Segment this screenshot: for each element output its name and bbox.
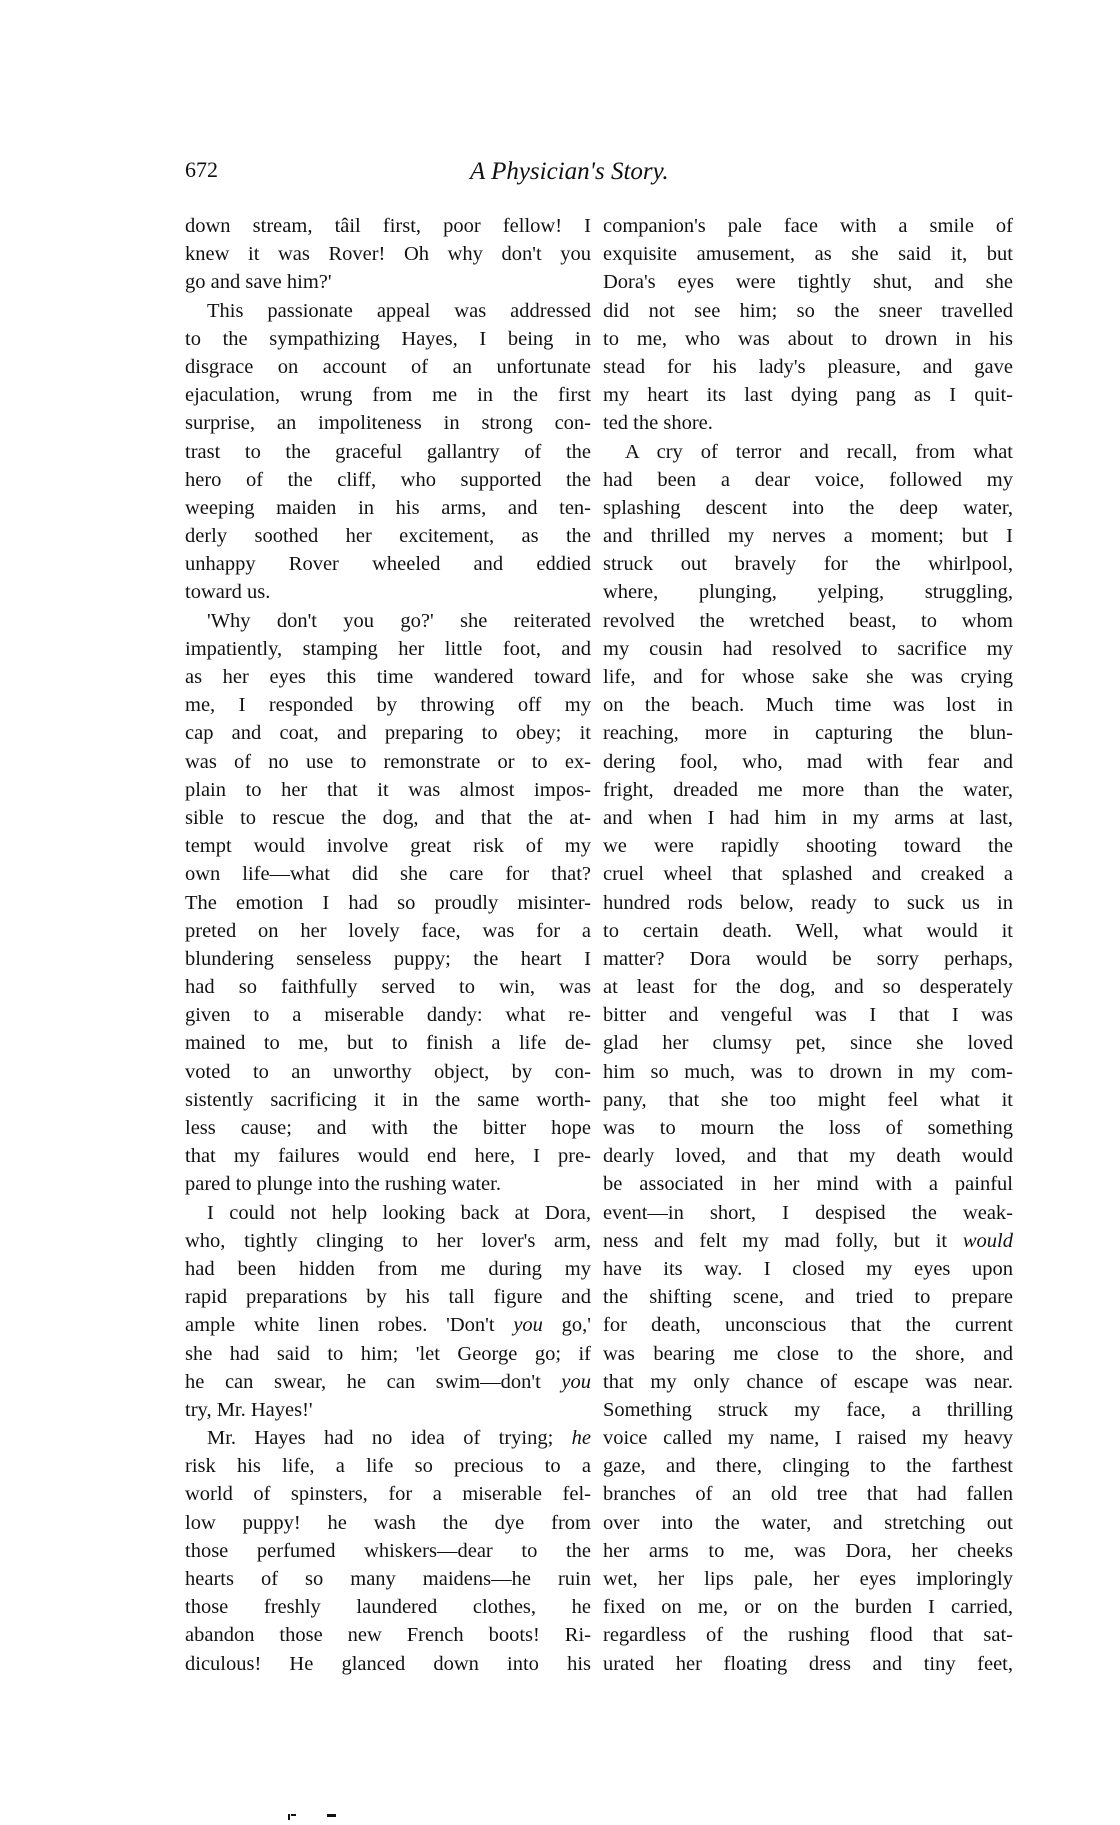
text-line: was bearing me close to the shore, and	[603, 1342, 1013, 1365]
text-line: who, tightly clinging to her lover's arm,	[185, 1229, 591, 1252]
text-line: struck out bravely for the whirlpool,	[603, 553, 1013, 576]
text-line: that my failures would end here, I pre-	[185, 1145, 591, 1168]
text-line: we were rapidly shooting toward the	[603, 835, 1013, 858]
text-line: try, Mr. Hayes!'	[185, 1398, 313, 1421]
text-line: matter? Dora would be sorry perhaps,	[603, 947, 1013, 970]
text-line: abandon those new French boots! Ri-	[185, 1624, 591, 1647]
italic-emphasis: he	[571, 1427, 591, 1450]
text-line: urated her floating dress and tiny feet,	[603, 1652, 1013, 1675]
text-line: exquisite amusement, as she said it, but	[603, 243, 1013, 266]
text-line: reaching, more in capturing the blun-	[603, 722, 1013, 745]
text-line: glad her clumsy pet, since she loved	[603, 1032, 1013, 1055]
text-line: ted the shore.	[603, 412, 713, 435]
text-line: rapid preparations by his tall figure and	[185, 1286, 591, 1309]
text-line: fixed on me, or on the burden I carried,	[603, 1596, 1013, 1619]
text-line: less cause; and with the bitter hope	[185, 1117, 591, 1139]
text-line: her arms to me, was Dora, her cheeks	[603, 1539, 1013, 1562]
text-line: hearts of so many maidens—he ruin	[185, 1568, 591, 1590]
text-line: be associated in her mind with a painful	[603, 1173, 1013, 1196]
text-line: my heart its last dying pang as I quit-	[603, 384, 1013, 407]
text-line: as her eyes this time wandered toward	[185, 666, 591, 688]
text-line: the shifting scene, and tried to prepare	[603, 1286, 1013, 1309]
text-line: Something struck my face, a thrilling	[603, 1398, 1013, 1421]
text-line: knew it was Rover! Oh why don't you	[185, 243, 591, 266]
text-line: me, I responded by throwing off my	[185, 694, 591, 717]
text-line: Dora's eyes were tightly shut, and she	[603, 271, 1013, 294]
text-line: dearly loved, and that my death would	[603, 1145, 1013, 1168]
text-line: sistently sacrificing it in the same worth-	[185, 1088, 591, 1111]
text-line: was of no use to remonstrate or to ex-	[185, 750, 591, 773]
text-line: regardless of the rushing flood that sat-	[603, 1624, 1013, 1647]
italic-emphasis: you	[513, 1314, 543, 1337]
text-line: given to a miserable dandy: what re-	[185, 1004, 591, 1027]
text-line: toward us.	[185, 581, 271, 604]
scan-artifact	[327, 1814, 336, 1817]
italic-emphasis: would	[962, 1229, 1013, 1252]
text-line: those freshly laundered clothes, he	[185, 1596, 591, 1619]
text-line: preted on her lovely face, was for a	[185, 919, 591, 942]
text-line: hero of the cliff, who supported the	[185, 468, 591, 491]
text-line: did not see him; so the sneer travelled	[603, 299, 1013, 322]
text-line: gaze, and there, clinging to the farthest	[603, 1455, 1013, 1478]
text-line: diculous! He glanced down into his	[185, 1652, 591, 1675]
text-line: I could not help looking back at Dora,	[207, 1201, 591, 1224]
text-line: my cousin had resolved to sacrifice my	[603, 637, 1013, 660]
text-line: ample white linen robes. 'Don't you go,'	[185, 1314, 591, 1337]
text-line: voted to an unworthy object, by con-	[185, 1060, 591, 1083]
text-line: cruel wheel that splashed and creaked a	[603, 863, 1013, 886]
scan-artifact	[291, 1814, 296, 1816]
text-line: risk his life, a life so precious to a	[185, 1455, 591, 1478]
italic-emphasis: you	[561, 1370, 591, 1393]
text-line: 'Why don't you go?' she reiterated	[207, 609, 591, 632]
text-line: down stream, tâil first, poor fellow! I	[185, 215, 591, 237]
text-line: weeping maiden in his arms, and ten-	[185, 496, 591, 519]
text-line: had so faithfully served to win, was	[185, 976, 591, 999]
text-line: that my only chance of escape was near.	[603, 1370, 1013, 1393]
text-line: tempt would involve great risk of my	[185, 835, 591, 858]
text-line: The emotion I had so proudly misinter-	[185, 891, 591, 914]
text-line: hundred rods below, ready to suck us in	[603, 891, 1013, 914]
text-line: surprise, an impoliteness in strong con-	[185, 412, 591, 435]
text-line: mained to me, but to finish a life de-	[185, 1032, 591, 1055]
text-line: Mr. Hayes had no idea of trying; he	[207, 1427, 591, 1450]
text-line: to me, who was about to drown in his	[603, 327, 1013, 350]
text-line: pared to plunge into the rushing water.	[185, 1173, 501, 1196]
text-line: blundering senseless puppy; the heart I	[185, 947, 591, 970]
text-line: at least for the dog, and so desperately	[603, 976, 1013, 999]
text-line: fright, dreaded me more than the water,	[603, 778, 1013, 801]
text-line: for death, unconscious that the current	[603, 1314, 1013, 1337]
text-line: wet, her lips pale, her eyes imploringly	[603, 1568, 1013, 1590]
text-line: pany, that she too might feel what it	[603, 1088, 1013, 1111]
text-line: go and save him?'	[185, 271, 332, 294]
right-text-column	[603, 212, 1013, 1678]
left-text-column	[185, 212, 591, 1678]
text-line: stead for his lady's pleasure, and gave	[603, 355, 1013, 378]
text-line: branches of an old tree that had fallen	[603, 1483, 1013, 1506]
text-line: low puppy! he wash the dye from	[185, 1511, 591, 1534]
text-line: those perfumed whiskers—dear to the	[185, 1539, 591, 1562]
text-line: This passionate appeal was addressed	[207, 299, 591, 322]
text-line: bitter and vengeful was I that I was	[603, 1004, 1013, 1027]
text-line: have its way. I closed my eyes upon	[603, 1257, 1013, 1280]
text-line: unhappy Rover wheeled and eddied	[185, 553, 591, 576]
text-line: where, plunging, yelping, struggling,	[603, 581, 1013, 604]
text-line: on the beach. Much time was lost in	[603, 694, 1013, 717]
text-line: sible to rescue the dog, and that the at-	[185, 806, 591, 829]
text-line: and when I had him in my arms at last,	[603, 806, 1013, 829]
text-line: world of spinsters, for a miserable fel-	[185, 1483, 591, 1506]
text-line: impatiently, stamping her little foot, and	[185, 637, 591, 660]
running-title: A Physician's Story.	[470, 158, 669, 185]
text-line: was to mourn the loss of something	[603, 1117, 1013, 1139]
text-line: dering fool, who, mad with fear and	[603, 750, 1013, 773]
text-line: A cry of terror and recall, from what	[625, 440, 1013, 463]
text-line: she had said to him; 'let George go; if	[185, 1342, 591, 1365]
text-line: he can swear, he can swim—don't you	[185, 1370, 591, 1393]
text-line: him so much, was to drown in my com-	[603, 1060, 1013, 1083]
text-line: own life—what did she care for that?	[185, 863, 591, 886]
text-line: to the sympathizing Hayes, I being in	[185, 327, 591, 350]
text-line: trast to the graceful gallantry of the	[185, 440, 591, 463]
text-line: companion's pale face with a smile of	[603, 215, 1013, 237]
text-line: life, and for whose sake she was crying	[603, 666, 1013, 688]
text-line: ejaculation, wrung from me in the first	[185, 384, 591, 407]
text-line: voice called my name, I raised my heavy	[603, 1427, 1013, 1450]
text-line: plain to her that it was almost impos-	[185, 778, 591, 801]
page-number: 672	[185, 157, 218, 182]
text-line: derly soothed her excitement, as the	[185, 525, 591, 548]
text-line: and thrilled my nerves a moment; but I	[603, 525, 1013, 548]
scan-artifact	[288, 1814, 290, 1820]
text-line: over into the water, and stretching out	[603, 1511, 1013, 1534]
text-line: had been hidden from me during my	[185, 1257, 591, 1280]
text-line: to certain death. Well, what would it	[603, 919, 1013, 942]
text-line: cap and coat, and preparing to obey; it	[185, 722, 591, 745]
text-line: disgrace on account of an unfortunate	[185, 355, 591, 378]
text-line: ness and felt my mad folly, but it would	[603, 1229, 1013, 1252]
text-line: splashing descent into the deep water,	[603, 496, 1013, 519]
text-line: event—in short, I despised the weak-	[603, 1201, 1013, 1224]
text-line: revolved the wretched beast, to whom	[603, 609, 1013, 632]
text-line: had been a dear voice, followed my	[603, 468, 1013, 491]
